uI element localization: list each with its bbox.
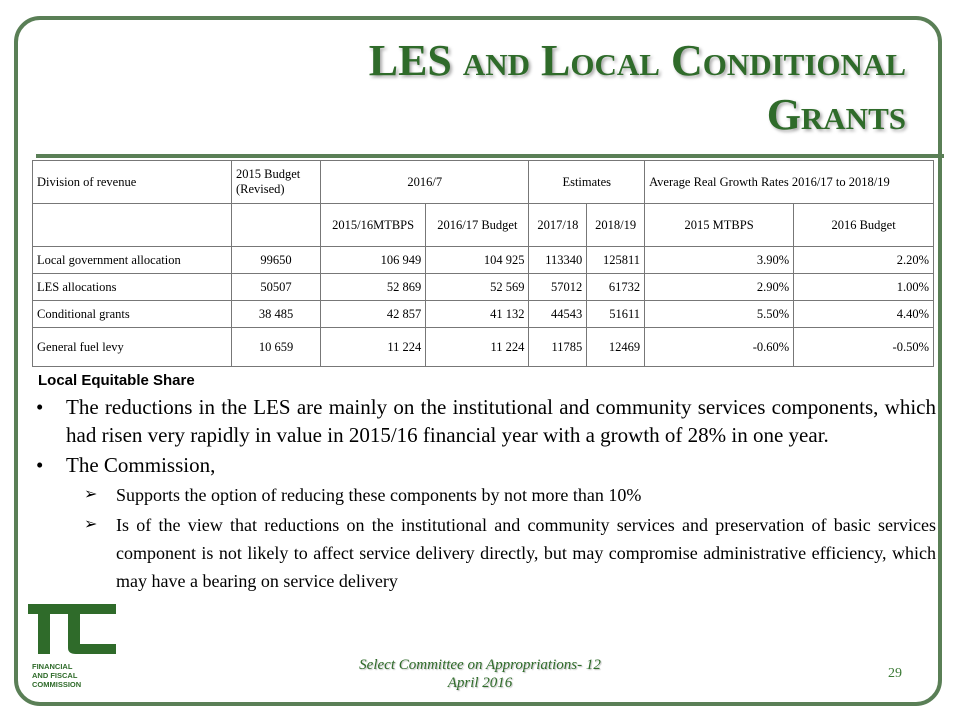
table-row <box>33 301 934 328</box>
table-cell: 11785 <box>529 328 587 367</box>
table-cell: 42 857 <box>321 301 426 328</box>
bullet-text: The reductions in the LES are mainly on the institutional and community services components, which had risen very rapidly in value in 2015/16 financial year with a growth of 28% in one year. <box>66 395 936 447</box>
slide-footer <box>330 656 630 692</box>
table-cell: 10 659 <box>232 328 321 367</box>
header-cell <box>33 204 232 247</box>
sub-bullet-text: Supports the option of reducing these components by not more than 10% <box>116 485 642 505</box>
table-cell: 61732 <box>587 274 645 301</box>
table-cell: 57012 <box>529 274 587 301</box>
bullet-dot-icon: • <box>36 453 44 477</box>
header-cell: 2016/7 <box>321 161 529 204</box>
header-cell: Average Real Growth Rates 2016/17 to 2018/19 <box>645 161 934 204</box>
logo-text-line: COMMISSION <box>32 680 82 689</box>
header-cell: 2016 Budget <box>794 204 934 247</box>
logo-text-line: FINANCIAL <box>32 662 73 671</box>
table-cell: 5.50% <box>645 301 794 328</box>
table-cell: 113340 <box>529 247 587 274</box>
table-row <box>33 274 934 301</box>
table-subheader-row <box>33 204 934 247</box>
bullet-text: The Commission, <box>66 453 216 477</box>
table-cell: 41 132 <box>426 301 529 328</box>
bullet-item <box>36 393 936 449</box>
title-line-2: Grants <box>766 90 906 139</box>
row-label: LES allocations <box>33 274 232 301</box>
row-label: General fuel levy <box>33 328 232 367</box>
revenue-table <box>32 160 934 367</box>
header-cell: 2017/18 <box>529 204 587 247</box>
slide-title <box>146 34 906 142</box>
table-cell: 4.40% <box>794 301 934 328</box>
table-cell: 104 925 <box>426 247 529 274</box>
ffc-logo-mark-icon <box>28 604 120 660</box>
sub-bullet-text: Is of the view that reductions on the institutional and community services and preservation of basic services component is not likely to affect service delivery directly, but may compromise administrative efficiency, which may have a bearing on service delivery <box>116 515 936 591</box>
footer-line: April 2016 <box>447 675 513 691</box>
table-cell: 3.90% <box>645 247 794 274</box>
table-header-row <box>33 161 934 204</box>
table-cell: 51611 <box>587 301 645 328</box>
title-divider <box>36 154 944 158</box>
sub-bullet-item <box>66 511 936 595</box>
header-cell: 2015/16MTBPS <box>321 204 426 247</box>
sub-bullet-item <box>66 481 936 509</box>
header-cell: 2015 MTBPS <box>645 204 794 247</box>
table-cell: 1.00% <box>794 274 934 301</box>
sub-bullet-list <box>66 481 936 595</box>
table-cell: 52 569 <box>426 274 529 301</box>
header-cell <box>232 204 321 247</box>
table-cell: 2.90% <box>645 274 794 301</box>
ffc-logo <box>28 604 120 704</box>
bullet-item <box>36 451 936 595</box>
table-cell: 11 224 <box>426 328 529 367</box>
table-cell: 38 485 <box>232 301 321 328</box>
slide-body <box>36 372 936 597</box>
header-cell: Division of revenue <box>33 161 232 204</box>
section-subheading: Local Equitable Share <box>38 372 195 389</box>
table-cell: 125811 <box>587 247 645 274</box>
title-line-1: LES and Local Conditional <box>368 36 906 85</box>
header-cell: 2015 Budget (Revised) <box>232 161 321 204</box>
row-label: Local government allocation <box>33 247 232 274</box>
table-cell: 52 869 <box>321 274 426 301</box>
header-cell: 2018/19 <box>587 204 645 247</box>
table-cell: -0.60% <box>645 328 794 367</box>
table-cell: 106 949 <box>321 247 426 274</box>
footer-line: Select Committee on Appropriations- 12 <box>359 657 601 673</box>
table-cell: -0.50% <box>794 328 934 367</box>
table-cell: 99650 <box>232 247 321 274</box>
bullet-list <box>36 393 936 595</box>
row-label: Conditional grants <box>33 301 232 328</box>
table-cell: 44543 <box>529 301 587 328</box>
header-cell: 2016/17 Budget <box>426 204 529 247</box>
header-cell: Estimates <box>529 161 645 204</box>
arrow-bullet-icon: ➢ <box>84 486 98 503</box>
table-cell: 11 224 <box>321 328 426 367</box>
logo-text <box>32 662 81 689</box>
table-cell: 50507 <box>232 274 321 301</box>
table-row <box>33 328 934 367</box>
logo-text-line: AND FISCAL <box>32 671 78 680</box>
table-cell: 12469 <box>587 328 645 367</box>
page-number: 29 <box>888 666 902 681</box>
bullet-dot-icon: • <box>36 395 44 419</box>
arrow-bullet-icon: ➢ <box>84 516 98 533</box>
table-cell: 2.20% <box>794 247 934 274</box>
table-row <box>33 247 934 274</box>
